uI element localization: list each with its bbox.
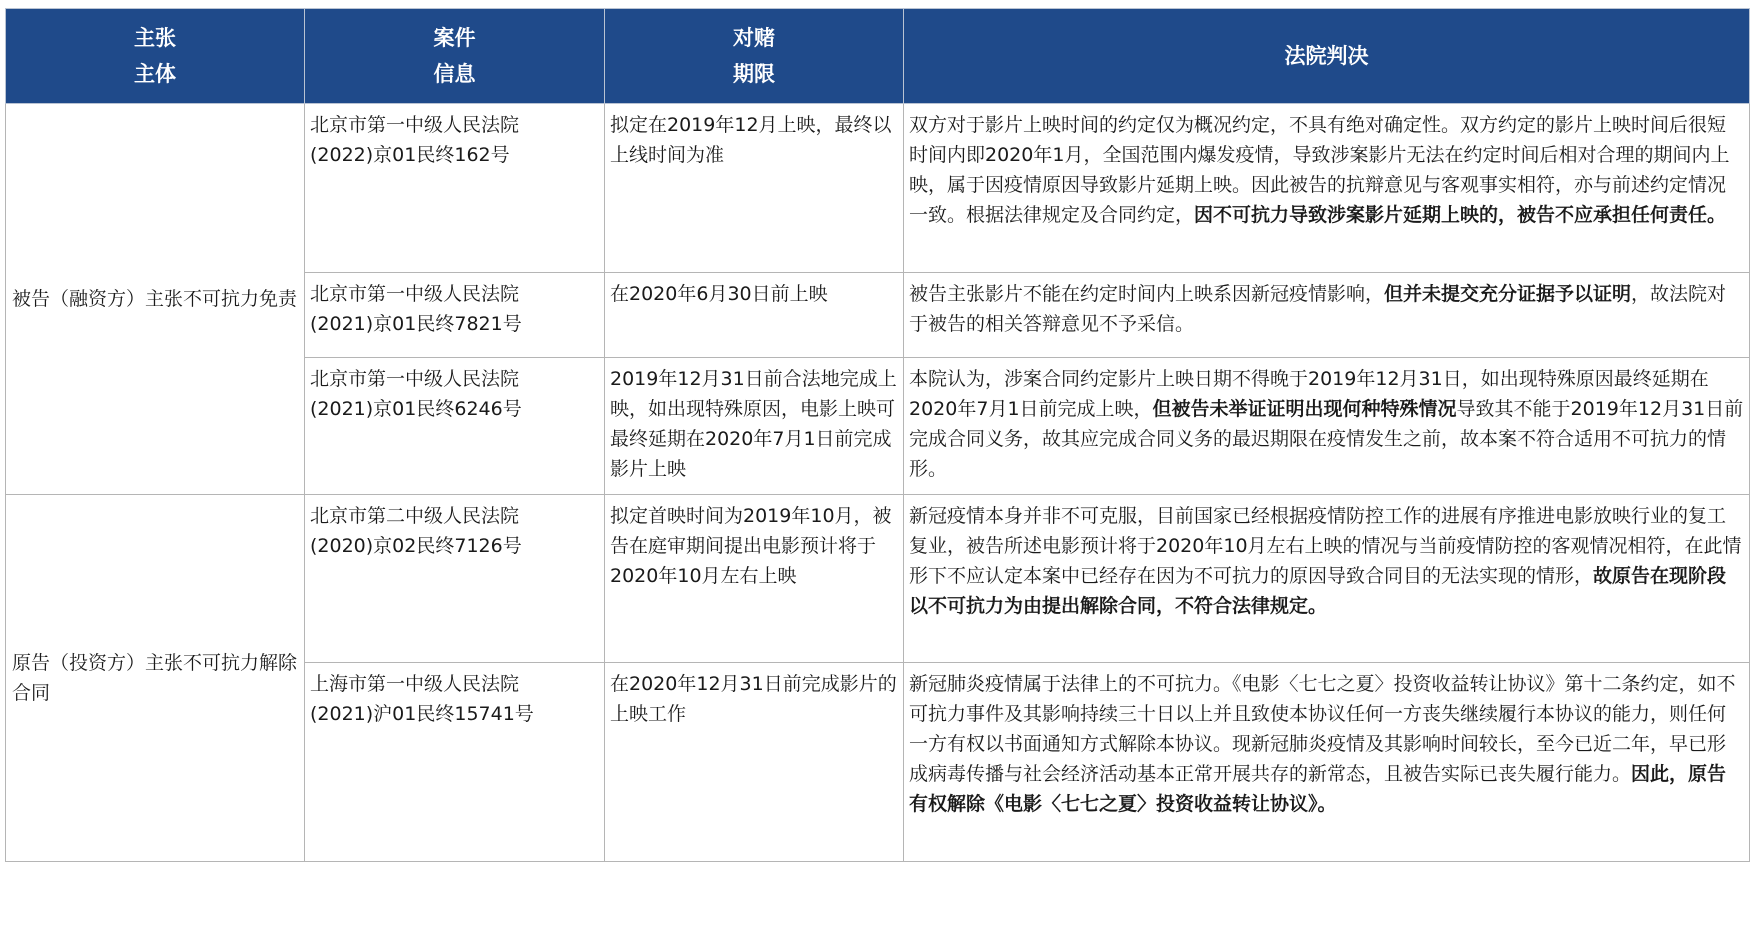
deadline-cell: 2019年12月31日前合法地完成上映，如出现特殊原因，电影上映可最终延期在2020年7月1日前完成影片上映 xyxy=(605,358,904,495)
header-claimant xyxy=(6,9,305,104)
judgment-emphasis: 但被告未举证证明出现何种特殊情况 xyxy=(1152,398,1457,420)
header-row xyxy=(6,9,1750,104)
header-case-info-line2: 信息 xyxy=(433,62,476,86)
deadline-cell: 拟定首映时间为2019年10月，被告在庭审期间提出电影预计将于2020年10月左右上映 xyxy=(605,495,904,663)
header-claimant-line1: 主张 xyxy=(134,26,176,50)
table-row xyxy=(6,104,1750,273)
case-number: (2020)京02民终7126号 xyxy=(310,535,522,557)
judgment-text: 被告主张影片不能在约定时间内上映系因新冠疫情影响， xyxy=(909,283,1385,305)
judgment-text: 双方对于影片上映时间的约定仅为概况约定，不具有绝对确定性。双方约定的影片上映时间后很短时间内即2020年1月，全国范围内爆发疫情，导致涉案影片无法在约定时间后相对合理的期间内上映，属于因疫情原因导致影片延期上映。因此被告的抗辩意见与客观事实相符，亦与前述约定情况一致。根据法律规定及合同约定， xyxy=(909,114,1730,226)
judgment-cell xyxy=(904,104,1750,273)
header-vam-deadline xyxy=(605,9,904,104)
case-number: (2021)京01民终7821号 xyxy=(310,313,522,335)
court-name: 北京市第一中级人民法院 xyxy=(310,114,520,136)
case-info-cell xyxy=(305,273,605,358)
table-row xyxy=(6,495,1750,663)
header-claimant-line2: 主体 xyxy=(134,62,176,86)
case-number: (2021)京01民终6246号 xyxy=(310,398,522,420)
header-vam-deadline-line1: 对赌 xyxy=(733,26,775,50)
judgment-text: 新冠疫情本身并非不可克服，目前国家已经根据疫情防控工作的进展有序推进电影放映行业的复工复业，被告所述电影预计将于2020年10月左右上映的情况与当前疫情防控的客观情况相符，在此情形下不应认定本案中已经存在因为不可抗力的原因导致合同目的无法实现的情形， xyxy=(909,505,1742,587)
judgment-text: 新冠肺炎疫情属于法律上的不可抗力。《电影〈七七之夏〉投资收益转让协议》第十二条约定，如不可抗力事件及其影响持续三十日以上并且致使本协议任何一方丧失继续履行本协议的能力，则任何一方有权以书面通知方式解除本协议。现新冠肺炎疫情及其影响时间较长，至今已近二年，早已形成病毒传播与社会经济活动基本正常开展共存的新常态，且被告实际已丧失履行能力。 xyxy=(909,673,1736,785)
case-info-cell xyxy=(305,358,605,495)
judgment-emphasis: 但并未提交充分证据予以证明 xyxy=(1384,283,1632,305)
case-number: (2022)京01民终162号 xyxy=(310,144,510,166)
judgment-text: 本院认为，涉案合同约定影片上映日期不得晚于2019年12月31日，如出现特殊原因最终延期在2020年7月1日前完成上映， xyxy=(909,368,1709,420)
deadline-cell: 在2020年6月30日前上映 xyxy=(605,273,904,358)
judgment-emphasis: 因不可抗力导致涉案影片延期上映的，被告不应承担任何责任。 xyxy=(1194,204,1727,226)
case-info-cell xyxy=(305,104,605,273)
court-name: 北京市第一中级人民法院 xyxy=(310,283,520,305)
judgment-cell xyxy=(904,495,1750,663)
court-name: 上海市第一中级人民法院 xyxy=(310,673,520,695)
judgment-cell xyxy=(904,358,1750,495)
claim-cell-plaintiff: 原告（投资方）主张不可抗力解除合同 xyxy=(6,495,305,862)
judgment-tail: ，故法院对于被告的相关答辩意见不予采信。 xyxy=(909,283,1727,335)
judgment-emphasis: 故原告在现阶段以不可抗力为由提出解除合同，不符合法律规定。 xyxy=(909,565,1727,617)
court-name: 北京市第二中级人民法院 xyxy=(310,505,520,527)
case-table xyxy=(5,8,1750,862)
header-judgment xyxy=(904,9,1750,104)
header-vam-deadline-line2: 期限 xyxy=(733,62,775,86)
deadline-cell: 拟定在2019年12月上映，最终以上线时间为准 xyxy=(605,104,904,273)
case-info-cell xyxy=(305,495,605,663)
case-info-cell xyxy=(305,663,605,862)
case-number: (2021)沪01民终15741号 xyxy=(310,703,534,725)
header-case-info-line1: 案件 xyxy=(433,26,476,50)
header-judgment-line1: 法院判决 xyxy=(1284,44,1369,68)
case-table-container xyxy=(5,8,1750,862)
judgment-emphasis: 因此，原告有权解除《电影〈七七之夏〉投资收益转让协议》。 xyxy=(909,763,1727,815)
judgment-cell xyxy=(904,273,1750,358)
judgment-cell xyxy=(904,663,1750,862)
court-name: 北京市第一中级人民法院 xyxy=(310,368,520,390)
deadline-cell: 在2020年12月31日前完成影片的上映工作 xyxy=(605,663,904,862)
header-case-info xyxy=(305,9,605,104)
claim-cell-defendant: 被告（融资方）主张不可抗力免责 xyxy=(6,104,305,495)
judgment-tail: 导致其不能于2019年12月31日前完成合同义务，故其应完成合同义务的最迟期限在疫情发生之前，故本案不符合适用不可抗力的情形。 xyxy=(909,398,1744,480)
